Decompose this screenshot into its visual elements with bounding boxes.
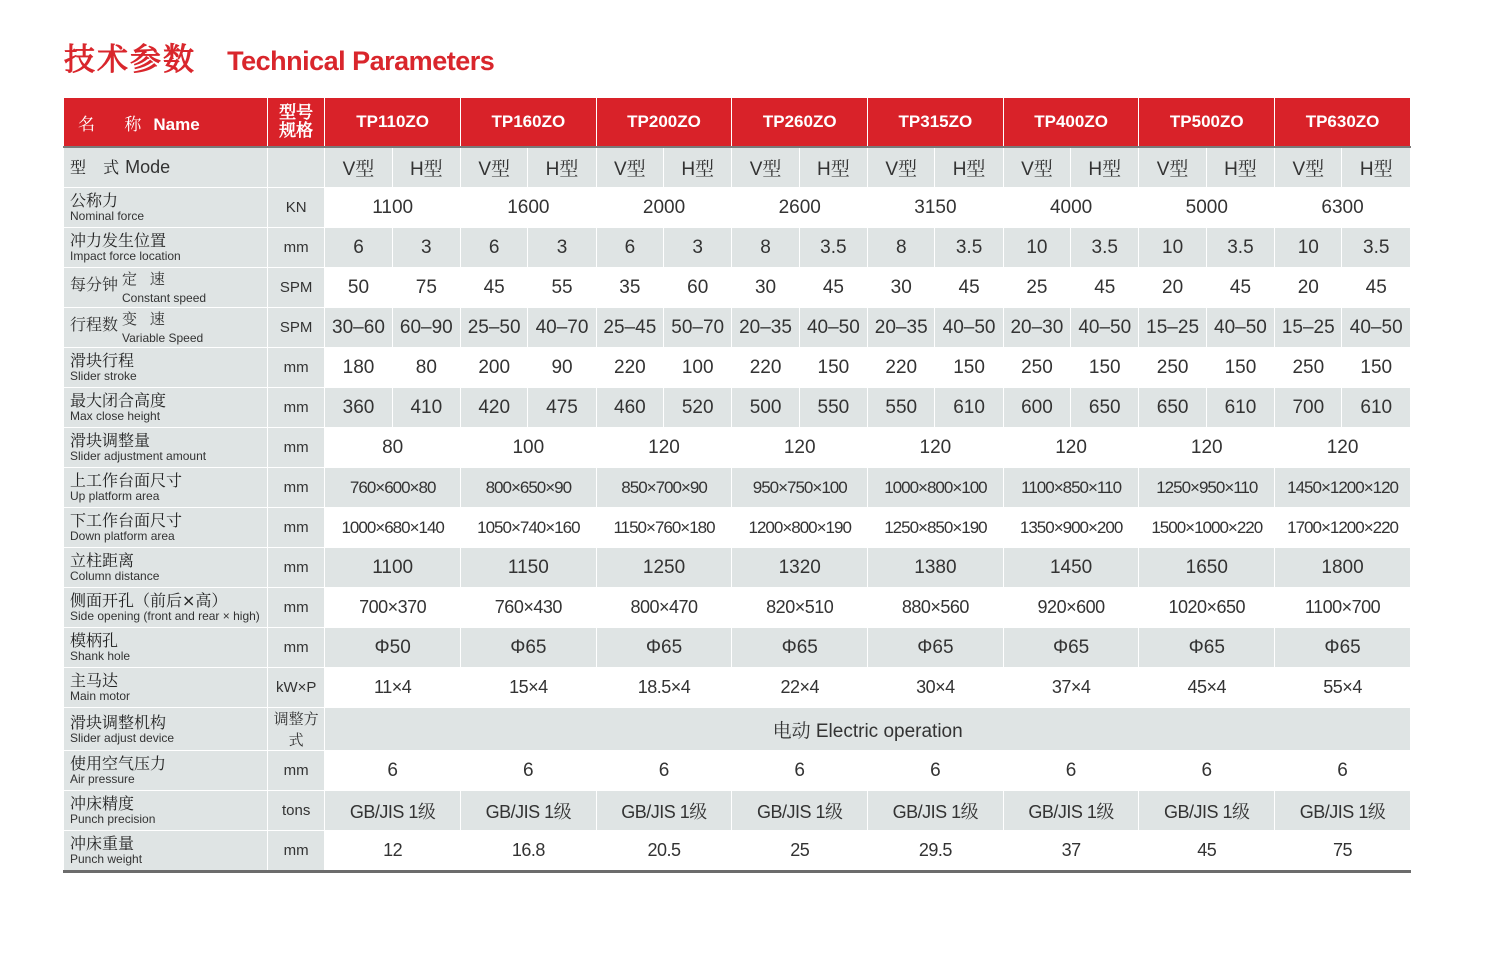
value-cell: H型 [1071,147,1139,188]
table-row [64,228,1411,268]
header-spec-cell [268,98,325,147]
value-cell: 80 [325,428,461,468]
value-cell: 3.5 [1342,228,1411,268]
value-cell: Φ65 [732,628,868,668]
table-row [64,348,1411,388]
value-cell: 250 [1139,348,1206,388]
row-unit: mm [268,628,325,668]
value-cell: 30–60 [325,308,392,348]
header-name-cn: 名 称 [78,114,154,135]
value-cell: H型 [392,147,460,188]
value-cell: 1250×850×190 [868,508,1004,548]
value-cell: 10 [1003,228,1070,268]
value-cell: 220 [596,348,663,388]
title-english: Technical Parameters [227,46,495,76]
technical-parameters-table [63,98,1411,873]
value-cell: 45 [1206,268,1274,308]
value-cell: 10 [1139,228,1206,268]
header-name-cell [64,98,268,147]
value-cell: 1020×650 [1139,588,1275,628]
value-cell: 55×4 [1275,668,1411,708]
row-label-en: Column distance [70,569,160,583]
value-cell: Φ65 [1139,628,1275,668]
row-label-en: Slider adjust device [70,730,175,745]
value-cell: 150 [935,348,1003,388]
value-cell: 30×4 [868,668,1004,708]
header-model-tp315zo: TP315ZO [868,98,1004,147]
row-label-en: Side opening (front and rear × high) [70,609,260,623]
value-cell: 40–50 [1071,308,1139,348]
value-cell: 45 [799,268,867,308]
value-cell: V型 [868,147,935,188]
value-cell: V型 [596,147,663,188]
value-cell: 410 [392,388,460,428]
row-label-cn: 最大闭合高度 [70,391,167,410]
row-label-en: Shank hole [70,649,131,663]
table-row [64,831,1411,872]
value-cell: GB/JIS 1级 [868,791,1004,831]
table-row [64,188,1411,228]
value-cell: 1100 [325,548,461,588]
value-cell: 6 [868,751,1004,791]
row-unit: mm [268,468,325,508]
value-cell: H型 [1206,147,1274,188]
value-cell: Φ65 [868,628,1004,668]
row-unit: kW×P [268,668,325,708]
value-cell: 50 [325,268,392,308]
value-cell: V型 [325,147,392,188]
value-cell: 1600 [461,188,597,228]
value-cell: 16.8 [461,831,597,872]
value-cell: 1100×700 [1275,588,1411,628]
row-label-en: Impact force location [70,249,181,263]
row-label-en: Main motor [70,689,131,703]
value-cell: 75 [1275,831,1411,872]
row-label-en: Down platform area [70,529,175,543]
value-cell: 12 [325,831,461,872]
value-cell: 20–30 [1003,308,1070,348]
row-label-cn: 下工作台面尺寸 [70,511,183,530]
table-body [64,147,1411,872]
value-cell: 550 [799,388,867,428]
value-cell: 10 [1275,228,1342,268]
row-label-cn: 滑块行程 [70,351,135,370]
value-cell: 1800 [1275,548,1411,588]
table-row [64,308,1411,348]
value-cell: 6 [461,751,597,791]
value-cell: 1150×760×180 [596,508,732,548]
row-label [64,791,268,831]
value-cell: 520 [664,388,732,428]
value-cell: 3 [528,228,596,268]
value-cell: GB/JIS 1级 [1139,791,1275,831]
value-cell: 18.5×4 [596,668,732,708]
value-cell: 60 [664,268,732,308]
value-cell: 1200×800×190 [732,508,868,548]
table-row [64,508,1411,548]
value-cell: 120 [732,428,868,468]
value-cell: 800×650×90 [461,468,597,508]
row-label-en: Mode [125,157,171,177]
row-label-en: Air pressure [70,772,135,786]
title-chinese: 技术参数 [64,42,196,78]
value-cell: 1500×1000×220 [1139,508,1275,548]
row-label [64,751,268,791]
value-cell: 22×4 [732,668,868,708]
row-label-cn: 使用空气压力 [70,754,167,773]
row-label-cn: 定 速 [122,270,169,288]
value-cell: 50–70 [664,308,732,348]
value-cell: H型 [1342,147,1411,188]
row-label-cn: 冲床精度 [70,794,135,813]
value-cell: 45×4 [1139,668,1275,708]
value-cell: 120 [1003,428,1139,468]
value-cell: 3.5 [799,228,867,268]
value-cell: 760×430 [461,588,597,628]
value-cell: 20 [1139,268,1206,308]
value-cell: 6 [732,751,868,791]
header-model-tp400zo: TP400ZO [1003,98,1139,147]
row-label [64,388,268,428]
value-cell: 25 [1003,268,1070,308]
value-cell: H型 [799,147,867,188]
row-label [64,228,268,268]
row-label-cn: 型 式 [70,158,126,177]
value-cell: 25 [732,831,868,872]
value-cell: 90 [528,348,596,388]
value-cell: 3.5 [935,228,1003,268]
value-cell: 120 [596,428,732,468]
value-cell: 6 [596,751,732,791]
value-cell: 1250×950×110 [1139,468,1275,508]
table-row [64,388,1411,428]
value-cell: 500 [732,388,799,428]
table-row [64,588,1411,628]
row-label [64,428,268,468]
value-cell: 40–50 [799,308,867,348]
value-cell: 1100 [325,188,461,228]
value-cell: 15–25 [1139,308,1206,348]
row-unit: mm [268,228,325,268]
row-label-cn: 滑块调整机构 [70,712,167,732]
header-model-tp200zo: TP200ZO [596,98,732,147]
value-cell: H型 [664,147,732,188]
value-cell: 6300 [1275,188,1411,228]
value-cell: H型 [935,147,1003,188]
value-cell: 920×600 [1003,588,1139,628]
value-cell: 20 [1275,268,1342,308]
value-cell: 120 [868,428,1004,468]
value-cell: 360 [325,388,392,428]
value-cell: 1250 [596,548,732,588]
value-cell: 60–90 [392,308,460,348]
row-label-cn: 变 速 [122,310,169,328]
value-cell: 6 [1275,751,1411,791]
header-model-tp110zo: TP110ZO [325,98,461,147]
value-cell: 35 [596,268,663,308]
value-cell: 200 [461,348,528,388]
header-model-tp500zo: TP500ZO [1139,98,1275,147]
value-cell: Φ65 [461,628,597,668]
value-cell: 3.5 [1206,228,1274,268]
table-row [64,147,1411,188]
value-cell: GB/JIS 1级 [325,791,461,831]
value-cell: 880×560 [868,588,1004,628]
value-cell: 150 [799,348,867,388]
row-label [64,668,268,708]
value-cell: GB/JIS 1级 [732,791,868,831]
value-cell: 2000 [596,188,732,228]
table-row [64,791,1411,831]
value-cell: 220 [732,348,799,388]
row-label-cn: 侧面开孔（前后×高） [70,591,228,610]
row-label [64,268,268,308]
row-label-en: Constant speed [122,291,207,305]
value-cell: 1450 [1003,548,1139,588]
value-cell: 37×4 [1003,668,1139,708]
row-label [64,628,268,668]
row-group-label: 行程数 [70,315,119,334]
value-cell: 45 [1342,268,1411,308]
table-row [64,468,1411,508]
value-cell: Φ65 [1275,628,1411,668]
header-name-en: Name [153,114,200,134]
value-cell: GB/JIS 1级 [1275,791,1411,831]
row-group-label: 每分钟 [70,275,119,294]
row-label-cn: 滑块调整量 [70,431,151,450]
value-cell: 55 [528,268,596,308]
value-cell: 150 [1071,348,1139,388]
row-label-cn: 模柄孔 [70,631,119,650]
value-cell: 1100×850×110 [1003,468,1139,508]
value-cell: Φ65 [1003,628,1139,668]
value-cell: 820×510 [732,588,868,628]
value-cell: 75 [392,268,460,308]
value-cell: 3150 [868,188,1004,228]
row-label [64,188,268,228]
row-label-cn: 冲床重量 [70,834,135,853]
value-cell: V型 [461,147,528,188]
value-cell: 250 [1003,348,1070,388]
header-model-tp260zo: TP260ZO [732,98,868,147]
value-cell: GB/JIS 1级 [461,791,597,831]
value-cell: V型 [1139,147,1206,188]
row-unit: KN [268,188,325,228]
value-cell: 1320 [732,548,868,588]
value-cell: 460 [596,388,663,428]
value-cell: 150 [1206,348,1274,388]
value-cell: 650 [1071,388,1139,428]
value-cell: 45 [1139,831,1275,872]
value-cell: 6 [1003,751,1139,791]
row-label-en: Nominal force [70,209,145,223]
table-header-row [64,98,1411,147]
value-cell: 100 [664,348,732,388]
value-cell: V型 [1003,147,1070,188]
table-row [64,268,1411,308]
value-cell: 700×370 [325,588,461,628]
row-label-cn: 冲力发生位置 [70,231,167,250]
row-unit: mm [268,588,325,628]
row-label-en: Slider stroke [70,369,137,383]
row-unit: mm [268,348,325,388]
value-cell: 3.5 [1071,228,1139,268]
value-cell: H型 [528,147,596,188]
value-cell: 475 [528,388,596,428]
value-cell: 3 [392,228,460,268]
value-cell: 30 [732,268,799,308]
header-model-tp630zo: TP630ZO [1275,98,1411,147]
value-cell: 45 [935,268,1003,308]
value-cell: 1380 [868,548,1004,588]
value-cell: 420 [461,388,528,428]
table-row [64,668,1411,708]
row-label-en: Punch precision [70,812,156,826]
value-cell: 20–35 [868,308,935,348]
value-cell: V型 [732,147,799,188]
row-unit: mm [268,388,325,428]
value-cell: 4000 [1003,188,1139,228]
value-cell: GB/JIS 1级 [596,791,732,831]
value-cell: 800×470 [596,588,732,628]
value-cell: 1000×680×140 [325,508,461,548]
value-cell: 760×600×80 [325,468,461,508]
row-unit: mm [268,831,325,872]
page-title [64,34,494,79]
row-unit: mm [268,548,325,588]
table-row [64,708,1411,751]
value-cell: 120 [1275,428,1411,468]
value-cell: 650 [1139,388,1206,428]
row-label [64,708,268,751]
value-cell: 6 [325,228,392,268]
value-cell: 40–50 [1342,308,1411,348]
value-cell: 850×700×90 [596,468,732,508]
value-cell: 15–25 [1275,308,1342,348]
table-row [64,548,1411,588]
row-label-en: Punch weight [70,852,143,866]
value-cell: 40–50 [1206,308,1274,348]
value-cell: 100 [461,428,597,468]
value-cell: 25–50 [461,308,528,348]
row-label [64,468,268,508]
value-cell: 700 [1275,388,1342,428]
row-label-cn: 上工作台面尺寸 [70,471,183,490]
row-label-cn: 立柱距离 [70,551,135,570]
row-unit: mm [268,508,325,548]
row-unit: SPM [268,308,325,348]
value-cell: 610 [1206,388,1274,428]
value-cell: 220 [868,348,935,388]
value-cell: 20–35 [732,308,799,348]
value-cell: 610 [935,388,1003,428]
table-row [64,751,1411,791]
row-label-en: Up platform area [70,489,160,503]
value-cell: 2600 [732,188,868,228]
row-label-cn: 公称力 [70,191,119,210]
value-cell: 5000 [1139,188,1275,228]
value-cell: 45 [1071,268,1139,308]
row-label-en: Max close height [70,409,161,423]
value-cell: 610 [1342,388,1411,428]
value-cell: 950×750×100 [732,468,868,508]
value-cell: 180 [325,348,392,388]
value-cell: 30 [868,268,935,308]
value-cell: 600 [1003,388,1070,428]
row-label-en: Slider adjustment amount [70,449,207,463]
value-cell: Φ50 [325,628,461,668]
value-cell: 20.5 [596,831,732,872]
value-cell: Φ65 [596,628,732,668]
table-row [64,628,1411,668]
row-label-cn: 主马达 [70,671,119,690]
header-model-tp160zo: TP160ZO [461,98,597,147]
row-unit: tons [268,791,325,831]
row-unit: 调整方式 [268,708,325,751]
value-cell: 8 [868,228,935,268]
value-cell: 1000×800×100 [868,468,1004,508]
row-label [64,548,268,588]
value-cell: 1350×900×200 [1003,508,1139,548]
row-label [64,508,268,548]
row-label [64,588,268,628]
table-row [64,428,1411,468]
row-label [64,308,268,348]
value-cell: 550 [868,388,935,428]
row-unit: mm [268,428,325,468]
value-cell: GB/JIS 1级 [1003,791,1139,831]
row-label [64,831,268,872]
value-cell: 150 [1342,348,1411,388]
value-cell: 29.5 [868,831,1004,872]
value-cell: 40–70 [528,308,596,348]
value-cell: 1450×1200×120 [1275,468,1411,508]
value-cell: 3 [664,228,732,268]
value-cell: 电动 Electric operation [325,708,1411,751]
value-cell: 1650 [1139,548,1275,588]
value-cell: 8 [732,228,799,268]
row-label [64,348,268,388]
value-cell: 1700×1200×220 [1275,508,1411,548]
value-cell: 80 [392,348,460,388]
row-unit: SPM [268,268,325,308]
value-cell: 6 [325,751,461,791]
header-spec-line2: 规格 [279,121,314,141]
value-cell: 1150 [461,548,597,588]
value-cell: 25–45 [596,308,663,348]
value-cell: 37 [1003,831,1139,872]
value-cell: 6 [596,228,663,268]
value-cell: 40–50 [935,308,1003,348]
value-cell: 1050×740×160 [461,508,597,548]
row-unit [268,147,325,188]
value-cell: 15×4 [461,668,597,708]
value-cell: 6 [461,228,528,268]
row-label-en: Variable Speed [122,331,204,345]
value-cell: 45 [461,268,528,308]
row-label [64,147,268,188]
value-cell: 250 [1275,348,1342,388]
value-cell: 6 [1139,751,1275,791]
value-cell: 11×4 [325,668,461,708]
value-cell: 120 [1139,428,1275,468]
row-unit: mm [268,751,325,791]
value-cell: V型 [1275,147,1342,188]
header-spec-line1: 型号 [279,103,314,123]
